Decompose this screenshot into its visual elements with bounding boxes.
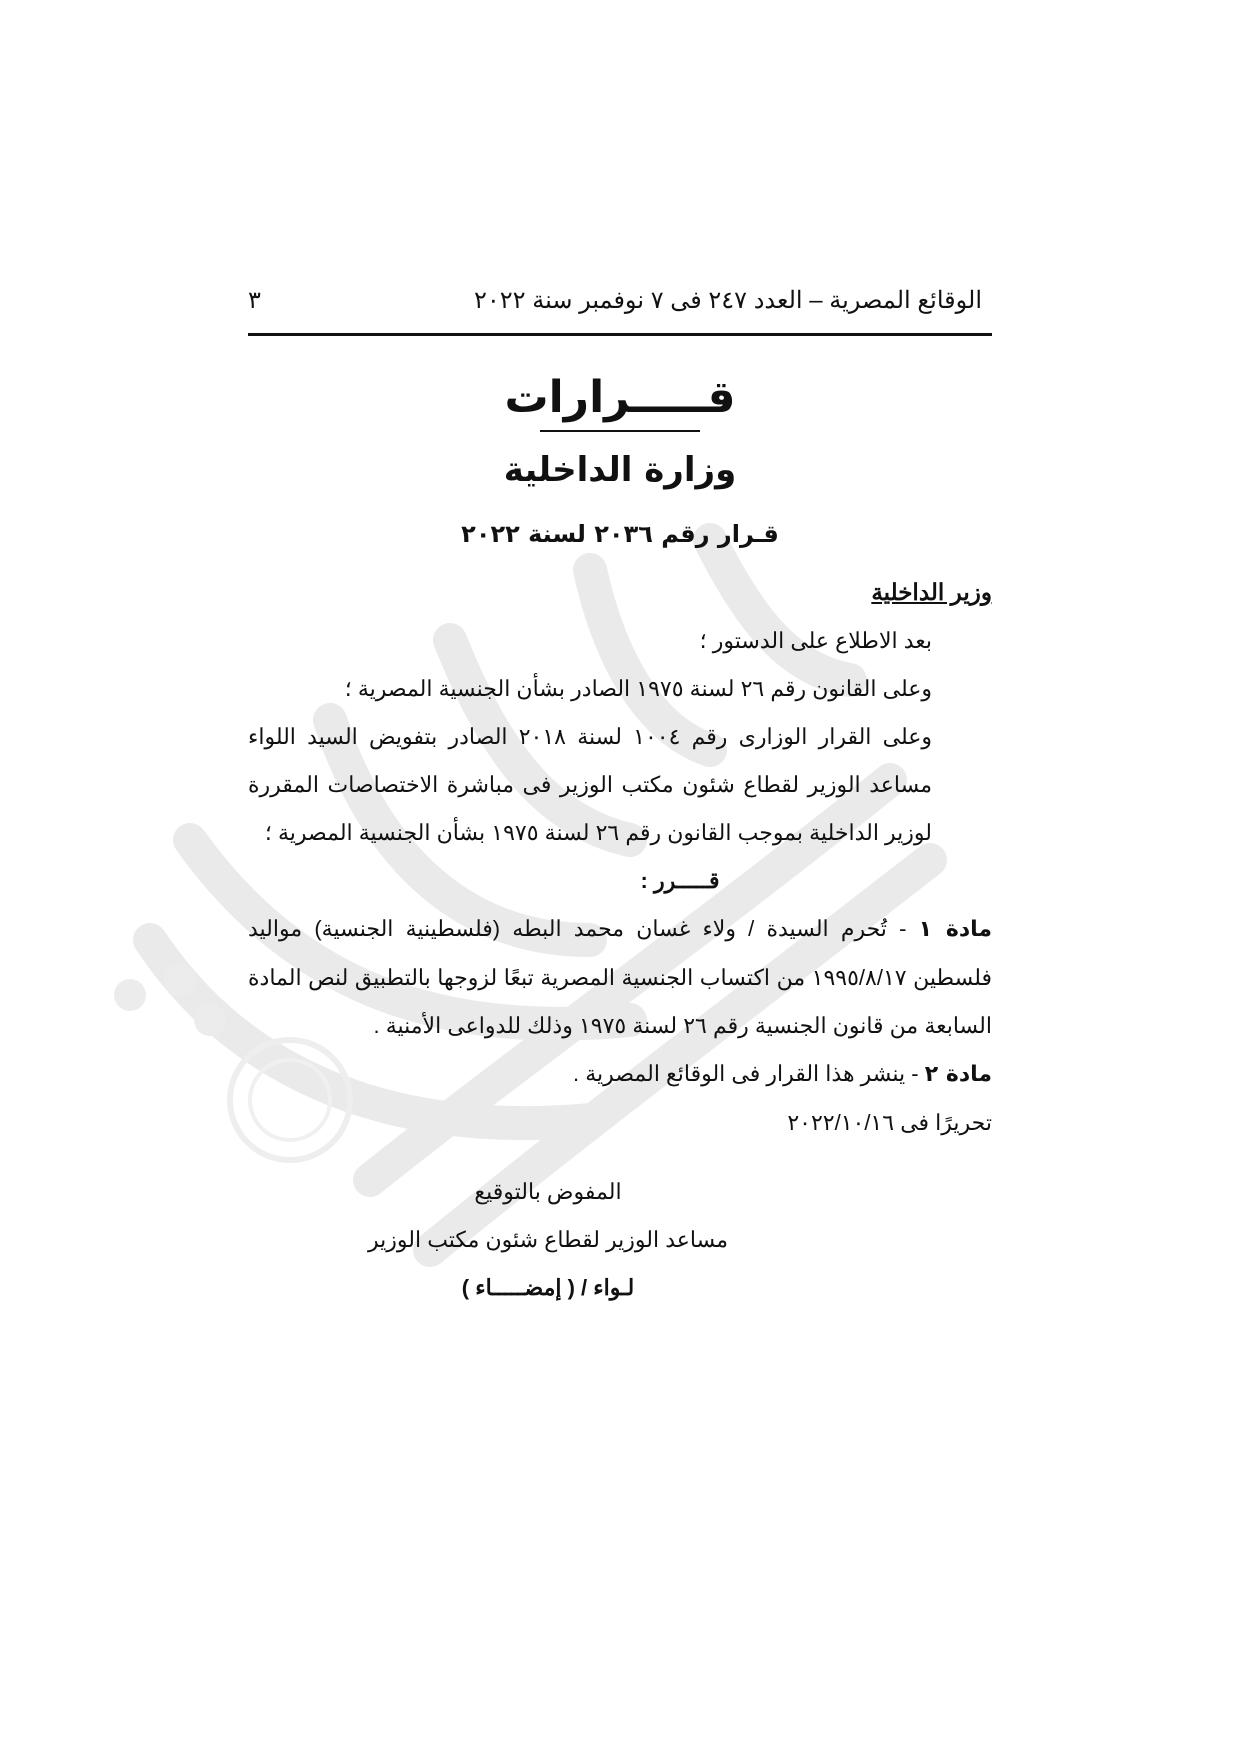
article-2-text: - ينشر هذا القرار فى الوقائع المصرية . (573, 1061, 925, 1086)
signature-line-3: لـواء / ( إمضـــــاء ) (461, 1275, 635, 1300)
section-title-underline (540, 430, 700, 432)
signature-line-2: مساعد الوزير لقطاع شئون مكتب الوزير (368, 1227, 728, 1252)
header-title: الوقائع المصرية – العدد ٢٤٧ فى ٧ نوفمبر سنة ٢٠٢٢ (473, 287, 982, 314)
article-1 (248, 905, 992, 1050)
decides-line (248, 857, 992, 905)
article-1-label: مادة ١ (918, 917, 993, 942)
decision-body (248, 568, 992, 1147)
decides-colon: : (640, 868, 654, 893)
article-1-text: - تُحرم السيدة / ولاء غسان محمد البطه (فلسطينية الجنسية) مواليد فلسطين ١٩٩٥/٨/١٧ من اكتساب الجنسية المصرية تبعًا لزوجها بالتطبيق لنص المادة السابعة من قانون الجنسية رقم ٢٦ لسنة ١٩٧٥ وذلك للدواعى الأمنية . (248, 916, 992, 1038)
ministry-heading: وزارة الداخلية (503, 450, 737, 490)
gazette-header (248, 282, 992, 330)
decides-word: قـــــرر (653, 868, 720, 893)
signature-line-1: المفوض بالتوقيع (474, 1179, 622, 1204)
header-divider (248, 333, 992, 336)
page-number: ٣ (248, 287, 261, 314)
section-title: قـــــرارات (504, 372, 736, 423)
decision-number: قـرار رقم ٢٠٣٦ لسنة ٢٠٢٢ (461, 520, 779, 548)
addressee: وزير الداخلية (871, 579, 992, 605)
preamble-line-3: وعلى القرار الوزارى رقم ١٠٠٤ لسنة ٢٠١٨ الصادر بتفويض السيد اللواء مساعد الوزير لقطاع شئون مكتب الوزير فى مباشرة الاختصاصات المقررة لوزير الداخلية بموجب القانون رقم ٢٦ لسنة ١٩٧٥ بشأن الجنسية المصرية ؛ (248, 724, 932, 845)
article-2-label: مادة ٢ (924, 1062, 992, 1087)
signature-block (248, 1168, 848, 1312)
preamble-line-1: بعد الاطلاع على الدستور ؛ (699, 628, 932, 653)
article-2 (248, 1050, 992, 1099)
preamble-line-2: وعلى القانون رقم ٢٦ لسنة ١٩٧٥ الصادر بشأن الجنسية المصرية ؛ (344, 676, 932, 701)
date-line: تحريرًا فى ٢٠٢٢/١٠/١٦ (787, 1110, 992, 1135)
